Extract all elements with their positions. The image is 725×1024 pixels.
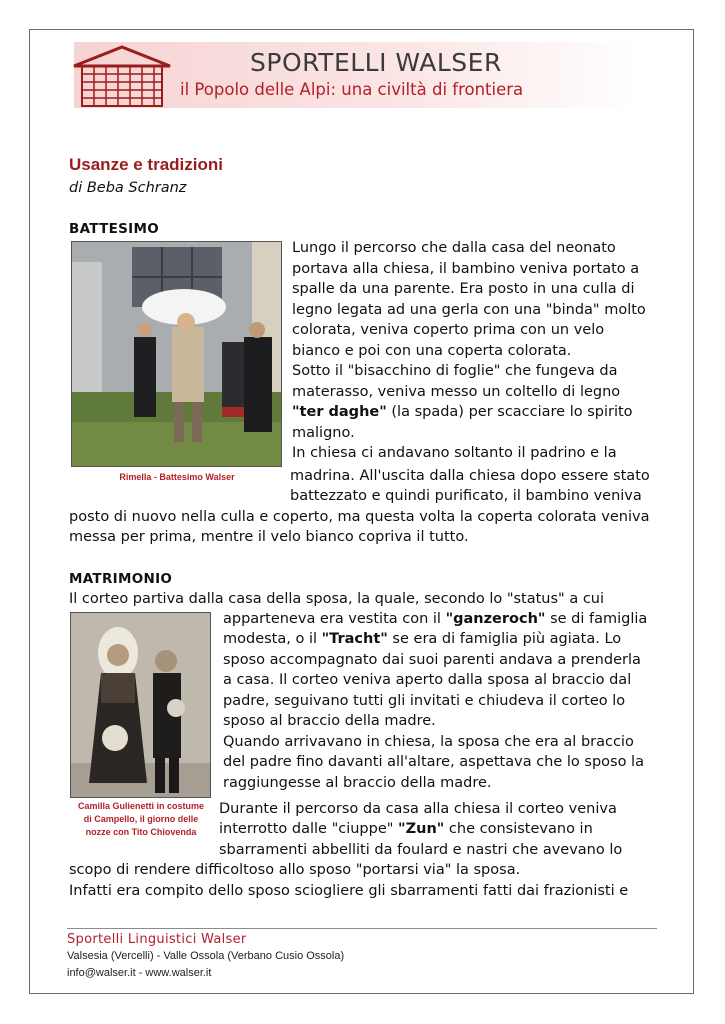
text-run: bianco e poi con una coperta colorata.: [292, 343, 572, 359]
section-heading-battesimo: BATTESIMO: [69, 221, 159, 237]
text-run: raggiungesse al braccio della madre.: [223, 775, 492, 791]
brand-subtitle: il Popolo delle Alpi: una civiltà di frontiera: [180, 80, 524, 99]
text-run: spalle da una parente. Era posto in una culla di: [292, 281, 635, 297]
text-run: apparteneva era vestita con il: [223, 611, 446, 627]
text-run: Il corteo partiva dalla casa della sposa, la quale, secondo lo "status" a cui: [69, 591, 605, 607]
paragraph-line: [69, 510, 649, 525]
paragraph-line: [292, 282, 635, 297]
caption-line: Camilla Gulienetti in costume: [77, 801, 205, 811]
text-run: messa per prima, mentre il velo bianco copriva il tutto.: [69, 529, 469, 545]
text-run: padre, seguivano tutti gli invitati e chiudeva il corteo lo: [223, 693, 626, 709]
text-run: se era di famiglia più agiata. Lo: [387, 631, 622, 647]
bold-term: "ganzeroch": [445, 611, 546, 627]
text-run: del padre fino davanti all'altare, aspettava che lo sposo la: [223, 754, 644, 770]
paragraph-line: [223, 653, 641, 668]
paragraph-line: [292, 426, 355, 441]
text-run: In chiesa ci andavano soltanto il padrino e la: [292, 445, 617, 461]
paragraph-line: [223, 776, 492, 791]
caption-line: di Campello, il giorno delle: [83, 814, 199, 824]
text-run: a casa. Il corteo veniva aperto dalla sposa al braccio dal: [223, 672, 632, 688]
paragraph-line: [223, 694, 625, 709]
paragraph-line: [292, 344, 571, 359]
paragraph-line: [223, 714, 436, 729]
caption-line: nozze con Tito Chiovenda: [85, 827, 197, 837]
paragraph-line: [292, 262, 639, 277]
paragraph-line: [292, 364, 618, 379]
footer-divider: [67, 928, 657, 929]
text-run: (la spada) per scacciare lo spirito: [386, 404, 633, 420]
text-run: modesta, o il: [223, 631, 322, 647]
paragraph-line: [219, 802, 617, 817]
text-run: sbarramenti abbelliti da foulard e nastri che avevano lo: [219, 842, 623, 858]
paragraph-line: [69, 863, 520, 878]
paragraph-line: [219, 822, 593, 837]
paragraph-line: [290, 469, 650, 484]
paragraph-line: [292, 405, 633, 420]
matrimonio-photo: [70, 612, 211, 798]
paragraph-line: [69, 884, 628, 899]
matrimonio-caption: [66, 800, 216, 839]
text-run: portava alla chiesa, il bambino veniva portato a: [292, 261, 640, 277]
paragraph-line: [223, 632, 621, 647]
text-run: scopo di rendere difficoltoso allo sposo "portarsi via" la sposa.: [69, 862, 521, 878]
article-title: Usanze e tradizioni: [69, 155, 223, 174]
battesimo-photo: [71, 241, 282, 467]
battesimo-caption: Rimella - Battesimo Walser: [119, 472, 235, 482]
text-run: legno legata ad una gerla con una "binda" molto: [292, 302, 646, 318]
text-run: colorata, veniva coperto prima con un velo: [292, 322, 605, 338]
walser-house-logo-icon: [72, 44, 172, 108]
text-run: battezzato e quindi purificato, il bambino veniva: [290, 488, 642, 504]
paragraph-line: [290, 489, 642, 504]
text-run: che consistevano in: [444, 821, 593, 837]
text-run: interrotto dalle "ciuppe": [219, 821, 399, 837]
paragraph-line: [223, 735, 634, 750]
text-run: materasso, veniva messo un coltello di legno: [292, 384, 621, 400]
paragraph-line: [223, 755, 644, 770]
text-run: Sotto il "bisacchino di foglie" che fungeva da: [292, 363, 618, 379]
paragraph-line: [292, 446, 617, 461]
text-run: se di famiglia: [545, 611, 648, 627]
bold-term: "Tracht": [321, 631, 388, 647]
bold-term: "Zun": [398, 821, 445, 837]
text-run: madrina. All'uscita dalla chiesa dopo essere stato: [290, 468, 650, 484]
brand-title: SPORTELLI WALSER: [250, 48, 502, 77]
text-run: sposo al braccio della madre.: [223, 713, 436, 729]
text-run: Infatti era compito dello sposo sciogliere gli sbarramenti fatti dai frazionisti e: [69, 883, 629, 899]
footer-address: Valsesia (Vercelli) - Valle Ossola (Verbano Cusio Ossola): [67, 950, 345, 962]
paragraph-line: [292, 241, 616, 256]
paragraph-line: [292, 303, 646, 318]
text-run: posto di nuovo nella culla e coperto, ma questa volta la coperta colorata veniva: [69, 509, 650, 525]
text-run: Quando arrivavano in chiesa, la sposa che era al braccio: [223, 734, 634, 750]
text-run: Lungo il percorso che dalla casa del neonato: [292, 240, 616, 256]
section-heading-matrimonio: MATRIMONIO: [69, 571, 173, 587]
text-run: maligno.: [292, 425, 355, 441]
paragraph-line: [223, 612, 647, 627]
article-author: di Beba Schranz: [69, 180, 187, 196]
footer-title: Sportelli Linguistici Walser: [67, 932, 247, 947]
paragraph-line: [292, 385, 620, 400]
text-run: sposo accompagnato dai suoi parenti andava a prenderla: [223, 652, 641, 668]
paragraph-line: [219, 843, 622, 858]
paragraph-line: [69, 592, 604, 607]
paragraph-line: [223, 673, 631, 688]
paragraph-line: [69, 530, 469, 545]
bold-term: "ter daghe": [292, 404, 387, 420]
text-run: Durante il percorso da casa alla chiesa il corteo veniva: [219, 801, 617, 817]
footer-contact: info@walser.it - www.walser.it: [67, 967, 212, 979]
paragraph-line: [292, 323, 604, 338]
